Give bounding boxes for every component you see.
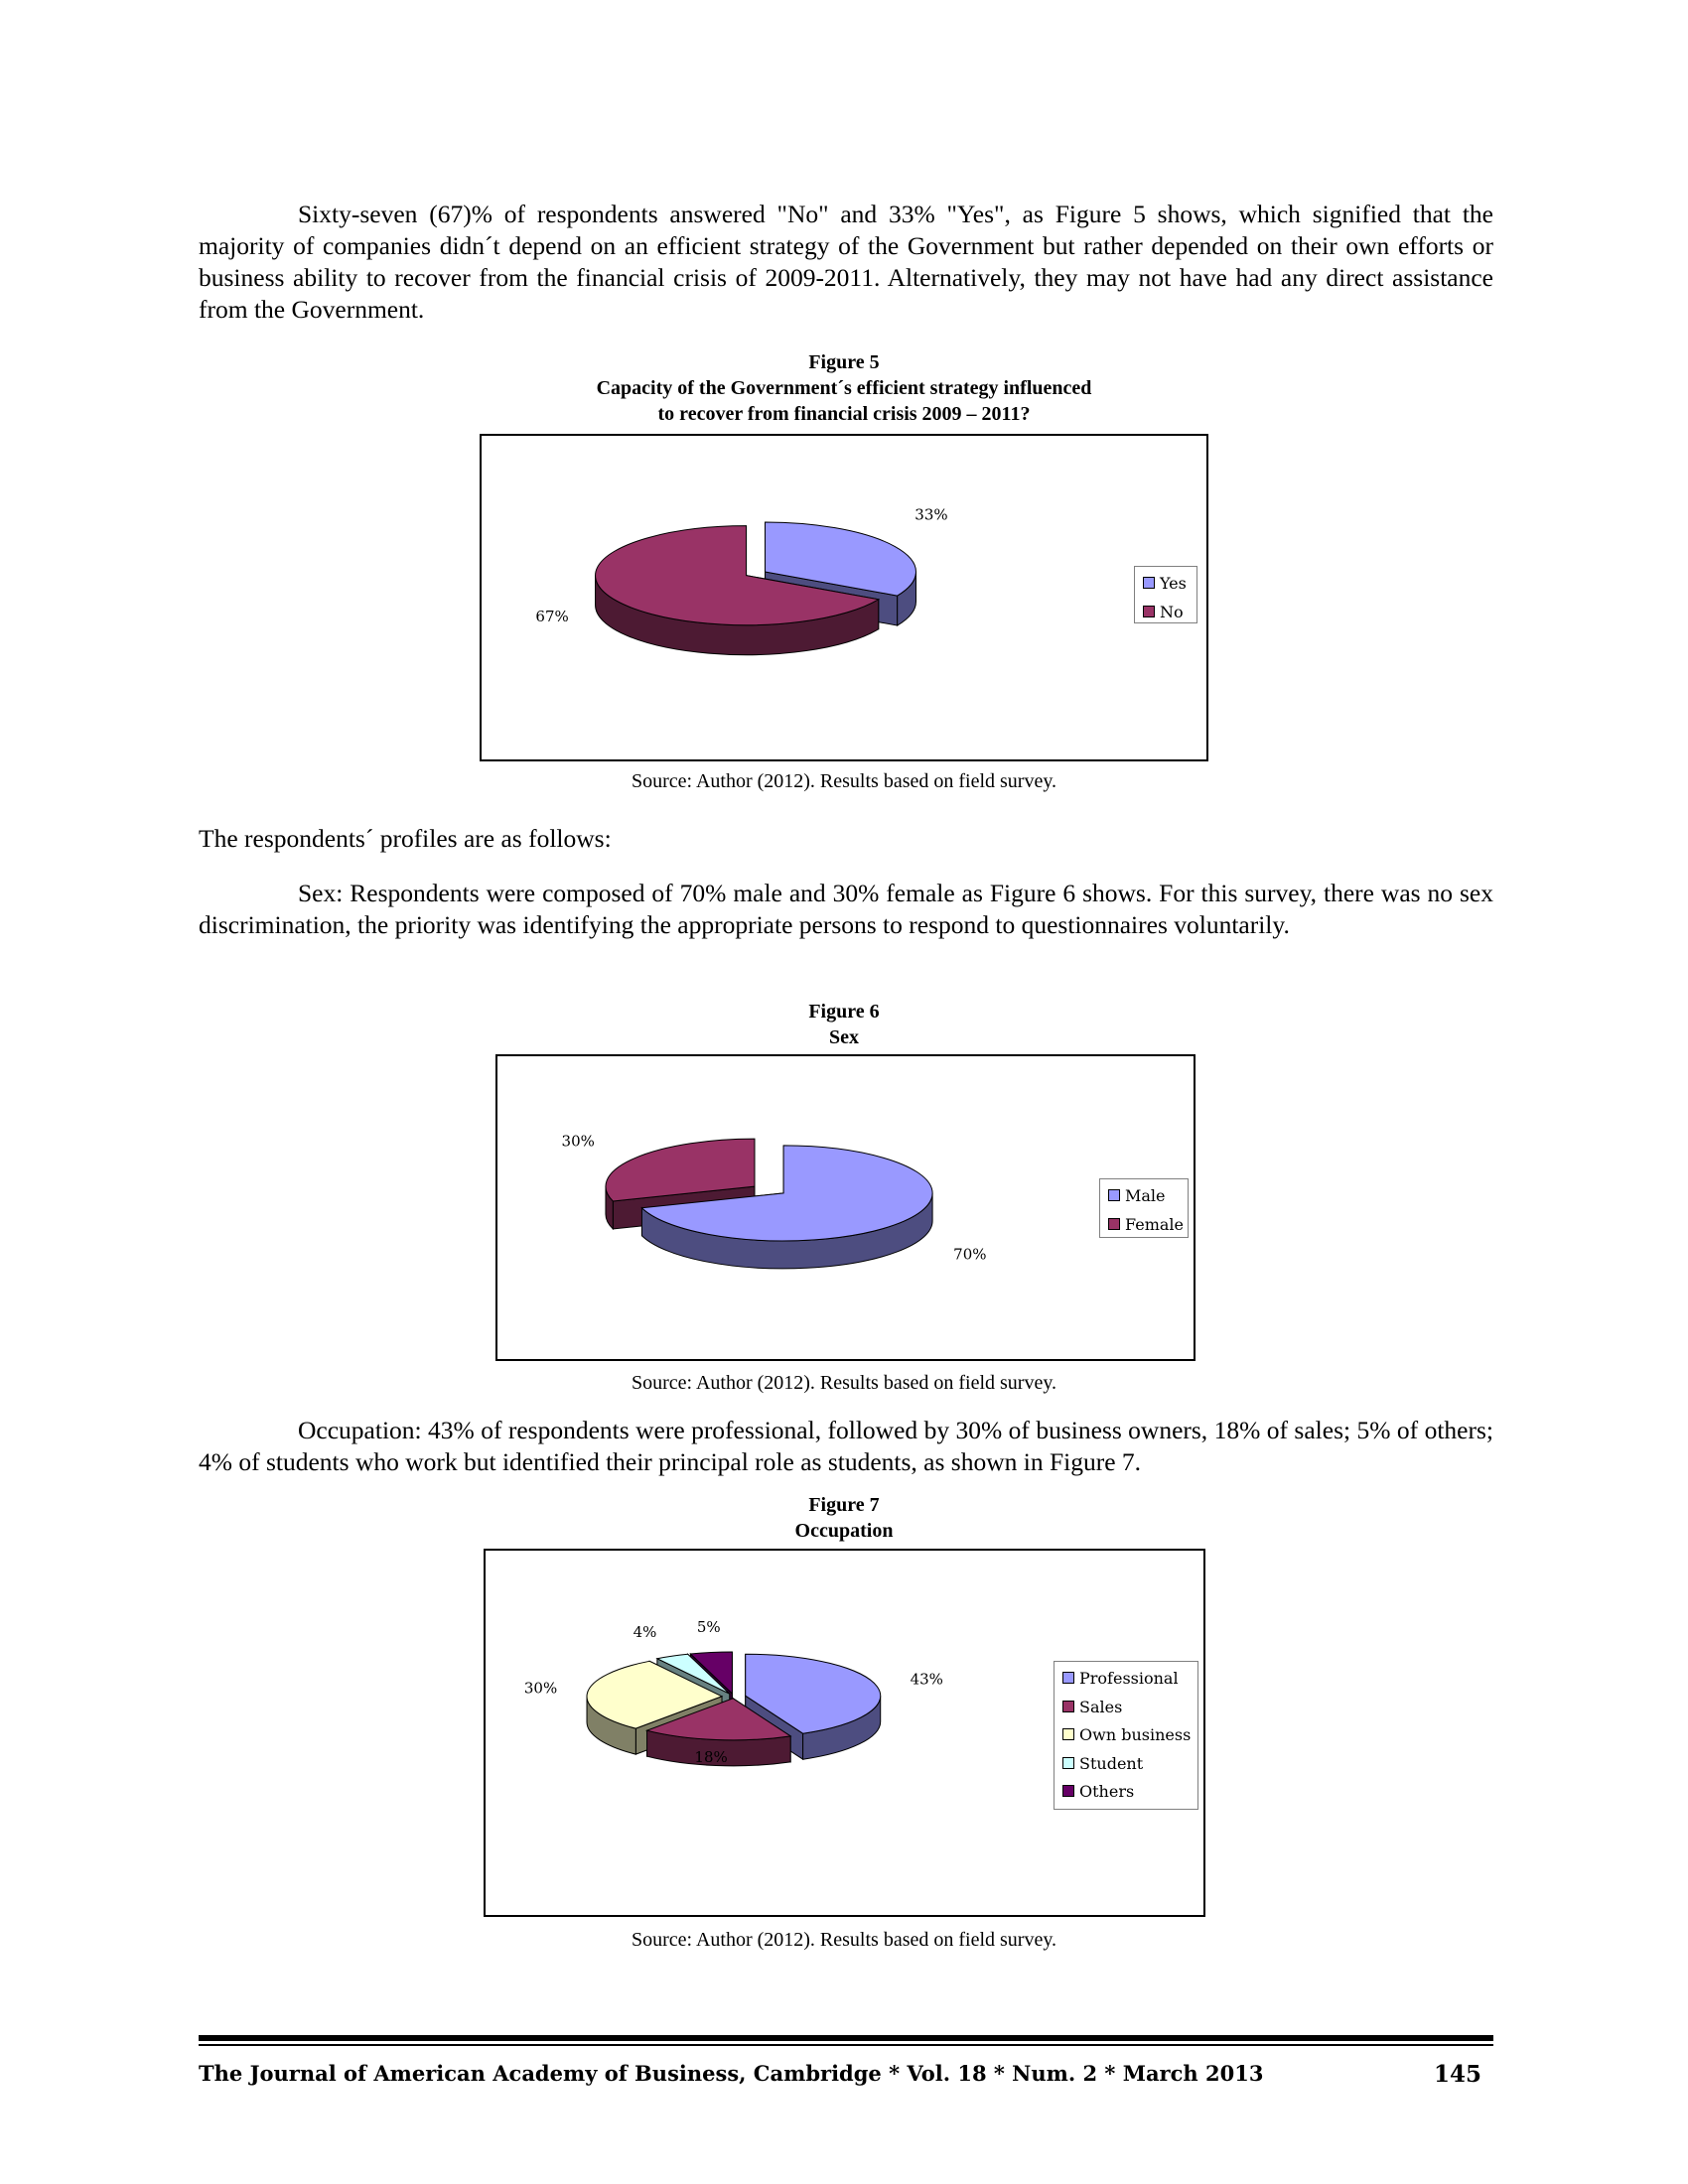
figure-6-source: Source: Author (2012). Results based on field survey.	[631, 1372, 1057, 1394]
legend-label-sales: Sales	[1079, 1697, 1123, 1716]
figure-5-title-line2: to recover from financial crisis 2009 – 2011?	[657, 403, 1031, 425]
figure-7-title-line1: Occupation	[794, 1520, 894, 1542]
figure-5-chart	[480, 434, 1208, 761]
footer-rule-thick	[199, 2035, 1493, 2041]
figure-6-number: Figure 6	[808, 1001, 880, 1023]
data-label-others: 5%	[696, 1618, 721, 1637]
legend-item-own-business	[1062, 1725, 1191, 1744]
data-label-sales: 18%	[694, 1748, 728, 1767]
legend-item-others	[1062, 1782, 1134, 1801]
legend-swatch-student	[1062, 1757, 1074, 1769]
legend-item-student	[1062, 1754, 1143, 1773]
legend-swatch-others	[1062, 1785, 1074, 1797]
pie-tops	[587, 1652, 881, 1740]
data-label-student: 4%	[633, 1622, 657, 1641]
figure-7-legend	[1054, 1661, 1198, 1810]
legend-label-others: Others	[1079, 1782, 1135, 1801]
legend-label-student: Student	[1079, 1753, 1144, 1773]
data-label-no: 67%	[535, 608, 569, 626]
data-label-own-business: 30%	[523, 1679, 558, 1698]
legend-label-own-business: Own business	[1079, 1725, 1192, 1744]
figure-6-legend	[1099, 1178, 1189, 1238]
figure-6-pie-svg	[497, 1056, 1194, 1359]
legend-swatch-own-business	[1062, 1728, 1074, 1740]
figure-5-caption	[348, 349, 1340, 427]
legend-item-professional	[1062, 1669, 1179, 1688]
paragraph-sex: Sex: Respondents were composed of 70% male and 30% female as Figure 6 shows. For this survey, there was no sex discrimination, the priority was identifying the appropriate persons to respond to questionnaires voluntarily.	[199, 879, 1493, 939]
figure-5-source: Source: Author (2012). Results based on field survey.	[631, 770, 1057, 792]
figure-7-caption	[348, 1492, 1340, 1544]
figure-6-title-line1: Sex	[829, 1026, 859, 1048]
footer-journal-citation: The Journal of American Academy of Business, Cambridge * Vol. 18 * Num. 2 * March 2013	[199, 2061, 1264, 2086]
paragraph-fig5-intro: Sixty-seven (67)% of respondents answered "No" and 33% "Yes", as Figure 5 shows, which signified that the majority of companies didn´t depend on an efficient strategy of the Government but rather depended on their own efforts or business ability to recover from the financial crisis of 2009-2011. Alternatively, they may not have had any direct assistance from the Government.	[199, 200, 1493, 324]
footer-rule-thin	[199, 2044, 1493, 2046]
data-label-male: 70%	[953, 1245, 987, 1264]
figure-7-chart	[484, 1549, 1205, 1917]
paragraph-occupation: Occupation: 43% of respondents were professional, followed by 30% of business owners, 18% of sales; 5% of others; 4% of students who work but identified their principal role as students, as shown in Figure 7.	[199, 1416, 1493, 1476]
legend-label-no: No	[1160, 602, 1184, 621]
figure-5-pie-svg	[482, 436, 1206, 759]
data-label-female: 30%	[561, 1132, 595, 1151]
paragraph-profiles: The respondents´ profiles are as follows:	[199, 824, 612, 853]
figure-5-number: Figure 5	[808, 351, 880, 373]
legend-swatch-professional	[1062, 1672, 1074, 1684]
legend-swatch-no	[1143, 606, 1155, 617]
data-label-yes: 33%	[914, 505, 948, 524]
legend-label-yes: Yes	[1160, 574, 1187, 593]
legend-item-male	[1108, 1186, 1166, 1205]
figure-5-title-line1: Capacity of the Government´s efficient strategy influenced	[596, 377, 1092, 399]
legend-swatch-sales	[1062, 1701, 1074, 1712]
legend-swatch-male	[1108, 1189, 1120, 1201]
figure-7-source: Source: Author (2012). Results based on field survey.	[631, 1929, 1057, 1951]
legend-label-professional: Professional	[1079, 1669, 1179, 1688]
legend-swatch-female	[1108, 1218, 1120, 1230]
legend-label-female: Female	[1125, 1214, 1184, 1234]
legend-item-yes	[1143, 574, 1187, 593]
figure-6-caption	[348, 999, 1340, 1050]
figure-7-number: Figure 7	[808, 1494, 880, 1516]
data-label-professional: 43%	[910, 1670, 943, 1689]
legend-item-no	[1143, 603, 1184, 621]
figure-5-legend	[1134, 566, 1197, 623]
page-number: 145	[1434, 2061, 1482, 2088]
legend-swatch-yes	[1143, 577, 1155, 589]
legend-item-female	[1108, 1215, 1184, 1234]
figure-6-chart	[495, 1054, 1196, 1361]
legend-item-sales	[1062, 1698, 1122, 1716]
legend-label-male: Male	[1125, 1186, 1166, 1205]
